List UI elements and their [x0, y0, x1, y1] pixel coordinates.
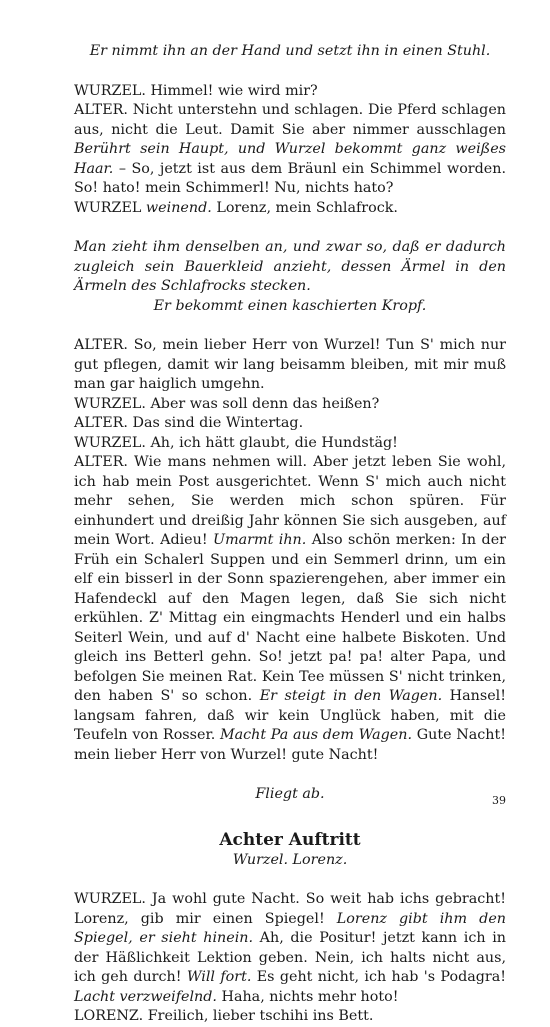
stage-direction-inline: weinend.	[145, 199, 212, 216]
stage-direction-inline: Lacht verzweifelnd.	[74, 988, 217, 1005]
dialogue-text: Es geht nicht, ich hab 's Podagra!	[251, 969, 506, 985]
dialogue-text: ALTER. So, mein lieber Herr von Wurzel! Tun S' mich nur gut pflegen, damit wir lang beisamm bleiben, mit mir muß man gar haiglich umgehn.	[74, 337, 506, 392]
dialogue-line	[74, 82, 506, 102]
dialogue-text: WURZEL. Ja wohl gute Nacht. So weit hab ichs gebracht! Lorenz, gib mir einen Spiegel!	[74, 891, 506, 927]
stage-direction: Er nimmt ihn an der Hand und setzt ihn in einen Stuhl.	[89, 43, 491, 59]
stage-direction: Er bekommt einen kaschierten Kropf.	[153, 297, 427, 314]
dialogue-block-2	[74, 336, 506, 765]
dialogue-text: LORENZ. Freilich, lieber tschihi ins Bett.	[74, 1008, 374, 1024]
stage-direction: Man zieht ihm denselben an, und zwar so, daß er dadurch zugleich sein Bauerkleid anzieht, dessen Ärmel in den Ärmeln des Schlafrocks stecken.	[74, 239, 506, 294]
stage-direction-inline: Berührt sein Haupt, und Wurzel bekommt ganz weißes Haar.	[74, 141, 506, 177]
dialogue-line	[74, 890, 506, 1007]
dialogue-text: WURZEL. Himmel! wie wird mir?	[74, 82, 318, 99]
dialogue-line	[74, 434, 506, 454]
dialogue-text: – So, jetzt ist aus dem Bräunl ein Schimmel worden. So! hato! mein Schimmerl! Nu, nichts hato?	[74, 160, 506, 196]
dialogue-text: Hansel! langsam fahren, daß wir kein Unglück haben, mit die Teufeln von Rosser.	[74, 688, 506, 743]
dialogue-text: Also schön merken: In der Früh ein Schalerl Suppen und ein Semmerl drinn, um ein elf ein bisserl in der Sonn spazierengehen, aber immer ein Hafendeckl auf den Magen legen, daß Sie sich nicht erkühlen. Z' Mittag ein eingmachts Henderl und ein halbs Seiterl Wein, und auf d' Nacht eine halbete Biskoten. Und gleich ins Betterl gehn. So! jetzt pa! pa! alter Papa, und befolgen Sie meinen Rat. Kein Tee müssen S' nicht trinken, den haben S' so schon.	[74, 532, 507, 704]
dialogue-line	[74, 414, 506, 434]
dialogue-line	[74, 336, 506, 395]
dialogue-block-1	[74, 82, 506, 219]
scene-heading: Achter Auftritt	[219, 829, 361, 850]
scene-characters: Wurzel. Lorenz.	[232, 851, 348, 868]
stage-direction-inline: Lorenz gibt ihm den Spiegel, er sieht hinein.	[74, 910, 506, 946]
dialogue-line	[74, 1007, 506, 1027]
dialogue-text: Lorenz, mein Schlafrock.	[211, 199, 398, 216]
dialogue-text: ALTER. Nicht unterstehn und schlagen. Die Pferd schlagen aus, nicht die Leut. Damit Sie aber nimmer ausschlagen	[74, 102, 506, 138]
dialogue-line	[74, 453, 506, 765]
dialogue-line	[74, 199, 506, 219]
dialogue-line	[74, 395, 506, 415]
dialogue-text: ALTER. Das sind die Wintertag.	[74, 415, 304, 431]
dialogue-text: WURZEL	[74, 199, 146, 216]
stage-direction: Fliegt ab.	[255, 786, 325, 802]
page-number: 39	[492, 794, 506, 807]
stage-direction-inline: Macht Pa aus dem Wagen.	[219, 727, 413, 743]
dialogue-text: WURZEL. Ah, ich hätt glaubt, die Hundstäg!	[74, 434, 398, 451]
dialogue-text: Gute Nacht! mein lieber Herr von Wurzel! gute Nacht!	[74, 727, 507, 763]
stage-direction-inline: Er steigt in den Wagen.	[259, 688, 443, 704]
dialogue-text: Ah, die Positur! jetzt kann ich in der Häßlichkeit Lektion geben. Nein, ich halts nicht aus, ich geh durch!	[74, 930, 506, 985]
dialogue-text: ALTER. Wie mans nehmen will. Aber jetzt leben Sie wohl, ich hab mein Post ausgerichtet. Wenn S' mich auch nicht mehr sehen, Sie werden mich schon spüren. Für einhundert und dreißig Jahr können Sie sich ausgeben, auf mein Wort. Adieu!	[74, 454, 506, 548]
stage-direction-inline: Will fort.	[186, 969, 252, 985]
dialogue-text: Haha, nichts mehr hoto!	[216, 988, 399, 1005]
dialogue-block-3	[74, 890, 506, 1027]
dialogue-line	[74, 101, 506, 199]
stage-direction-inline: Umarmt ihn.	[213, 532, 307, 548]
page-body	[74, 42, 506, 1027]
dialogue-text: WURZEL. Aber was soll denn das heißen?	[74, 395, 380, 412]
